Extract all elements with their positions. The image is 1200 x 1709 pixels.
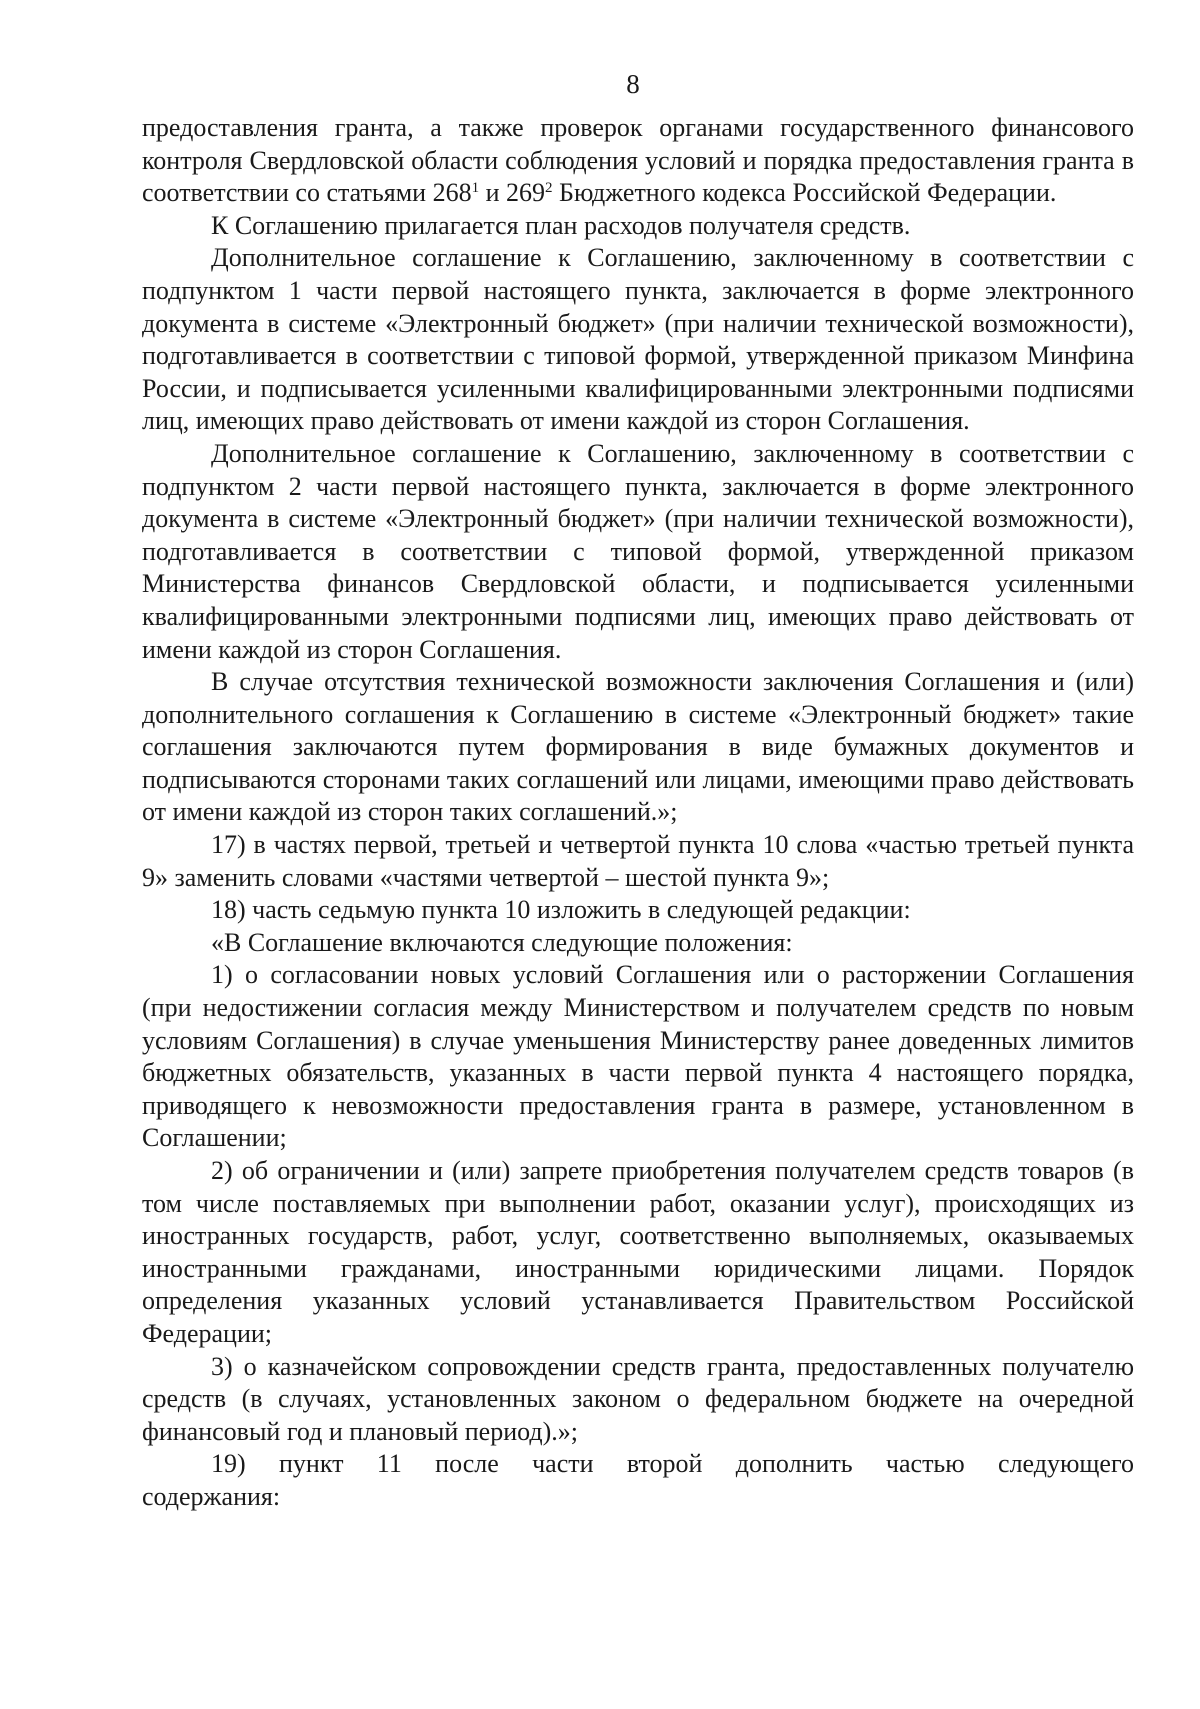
paragraph-text: Бюджетного кодекса Российской Федерации. (552, 178, 1057, 208)
paragraph-paper-documents: В случае отсутствия технической возможности заключения Соглашения и (или) дополнительного соглашения к Соглашению в системе «Электронный бюджет» такие соглашения заключаются путем формирования в виде бумажных документов и подписываются сторонами таких соглашений или лицами, имеющими право действовать от имени каждой из сторон таких соглашений.»; (142, 667, 1134, 827)
superscript: 1 (471, 180, 480, 197)
document-body (142, 112, 1134, 1514)
paragraph-item-19: 19) пункт 11 после части второй дополнить частью следующего (211, 1449, 1134, 1479)
paragraph-agreement-provisions: «В Соглашение включаются следующие положения: (211, 927, 793, 957)
paragraph-item-18: 18) часть седьмую пункта 10 изложить в следующей редакции: (211, 895, 911, 925)
paragraph-item-19-continued: содержания: (142, 1481, 281, 1511)
paragraph-expense-plan: К Соглашению прилагается план расходов получателя средств. (211, 210, 911, 240)
list-item-1: 1) о согласовании новых условий Соглашения или о расторжении Соглашения (при недостижении согласия между Министерством и получателем средств по новым условиям Соглашения) в случае уменьшения Министерству ранее доведенных лимитов бюджетных обязательств, указанных в части первой пункта 4 настоящего порядка, приводящего к невозможности предоставления гранта в размере, установленном в Соглашении; (142, 960, 1134, 1153)
superscript: 2 (545, 180, 553, 197)
list-item-3: 3) о казначейском сопровождении средств гранта, предоставленных получателю средств (в случаях, установленных законом о федеральном бюджете на очередной финансовый год и плановый период).»; (142, 1351, 1134, 1446)
list-item-2: 2) об ограничении и (или) запрете приобретения получателем средств товаров (в том числе поставляемых при выполнении работ, оказании услуг), происходящих из иностранных государств, работ, услуг, соответственно выполняемых, оказываемых иностранными гражданами, иностранными юридическими лицами. Порядок определения указанных условий устанавливается Правительством Российской Федерации; (142, 1156, 1134, 1348)
paragraph-item-17: 17) в частях первой, третьей и четвертой пункта 10 слова «частью третьей пункта 9» заменить словами «частями четвертой – шестой пункта 9»; (142, 830, 1134, 892)
paragraph-grant-control (142, 112, 1134, 210)
paragraph-text: предоставления гранта, а также проверок органами государственного финансового контроля Свердловской области соблюдения условий и порядка предоставления гранта в соответствии со статьями 268 (142, 113, 1134, 208)
paragraph-text: и 269 (479, 178, 546, 208)
paragraph-additional-agreement-1: Дополнительное соглашение к Соглашению, заключенному в соответствии с подпунктом 1 части первой настоящего пункта, заключается в форме электронного документа в системе «Электронный бюджет» (при наличии технической возможности), подготавливается в соответствии с типовой формой, утвержденной приказом Минфина России, и подписывается усиленными квалифицированными электронными подписями лиц, имеющих право действовать от имени каждой из сторон Соглашения. (142, 243, 1134, 436)
paragraph-additional-agreement-2: Дополнительное соглашение к Соглашению, заключенному в соответствии с подпунктом 2 части первой настоящего пункта, заключается в форме электронного документа в системе «Электронный бюджет» (при наличии технической возможности), подготавливается в соответствии с типовой формой, утвержденной приказом Министерства финансов Свердловской области, и подписывается усиленными квалифицированными электронными подписями лиц, имеющих право действовать от имени каждой из сторон Соглашения. (142, 438, 1134, 664)
page-number: 8 (626, 69, 640, 99)
